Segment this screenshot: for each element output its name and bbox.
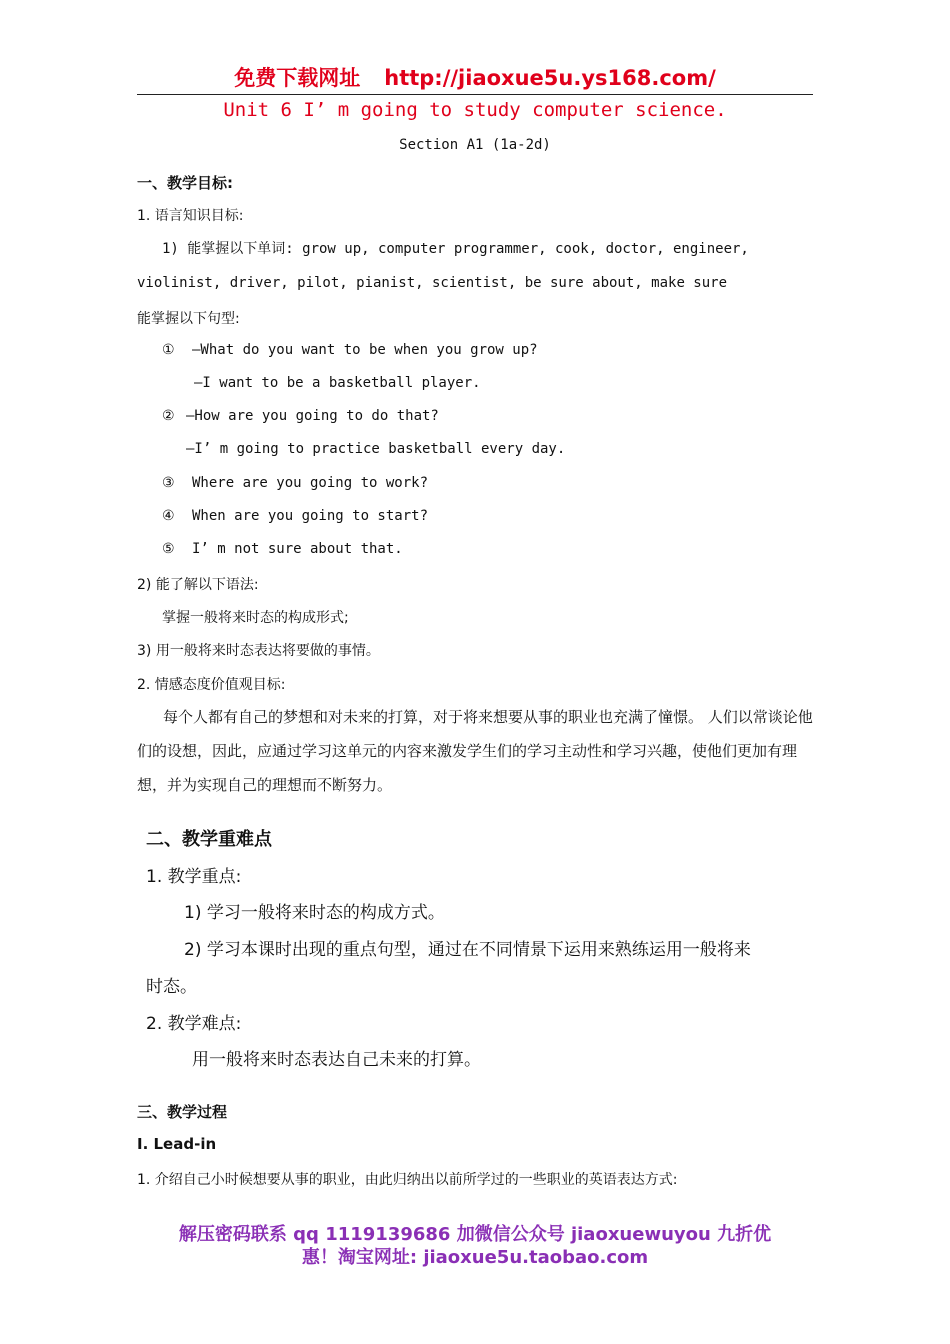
sentence-marker: ④ [162,508,175,524]
difficult-label: 2. 教学难点: [146,1014,242,1034]
unit-title: Unit 6 I’ m going to study computer science. [223,99,727,121]
sentence-5 [162,541,403,557]
footer-line-2[interactable]: 惠！淘宝网址: jiaoxue5u.taobao.com [301,1247,649,1268]
site-url[interactable]: http://jiaoxue5u.ys168.com/ [384,66,716,90]
emotion-goal: 2. 情感态度价值观目标: [137,677,286,693]
sentence-text: —What do you want to be when you grow up? [192,342,538,358]
sentence-text: I’ m not sure about that. [192,541,403,557]
knowledge-goal: 1. 语言知识目标: [137,208,244,224]
sentence-4 [162,508,428,524]
key-item-1: 1) 学习一般将来时态的构成方式。 [184,903,445,923]
header-rule [137,94,813,95]
site-label: 免费下载网址 [234,66,361,90]
header-link[interactable] [0,62,950,92]
key-item-2: 2) 学习本课时出现的重点句型，通过在不同情景下运用来熟练运用一般将来 [184,940,751,960]
section-label: Section A1 (1a-2d) [399,137,551,153]
sentence-marker: ⑤ [162,541,175,557]
sentence-1 [162,342,538,358]
sentence-text: Where are you going to work? [192,475,429,491]
sentence-1-answer: —I want to be a basketball player. [194,375,481,391]
difficult-item: 用一般将来时态表达自己未来的打算。 [192,1050,481,1070]
grammar-item: 掌握一般将来时态的构成形式; [162,610,349,626]
vocab-line-1: 1) 能掌握以下单词: grow up, computer programmer, cook, doctor, engineer, [162,241,749,257]
sentence-2-answer: —I’ m going to practice basketball every day. [186,441,566,457]
key-item-2-cont: 时态。 [146,977,197,997]
process-item: 1. 介绍自己小时候想要从事的职业，由此归纳出以前所学过的一些职业的英语表达方式: [137,1172,678,1188]
process-step: Ⅰ. Lead-in [137,1135,217,1153]
sentence-text: —How are you going to do that? [186,408,439,424]
sentence-marker: ② [162,408,175,424]
usage-item: 3) 用一般将来时态表达将要做的事情。 [137,643,380,659]
sentence-text: When are you going to start? [192,508,429,524]
sentence-intro: 能掌握以下句型: [137,311,240,327]
part1-heading: 一、教学目标: [137,174,233,192]
sentence-2 [162,408,439,424]
sentence-marker: ① [162,342,175,358]
part3-heading: 三、教学过程 [137,1103,228,1121]
vocab-line-2: violinist, driver, pilot, pianist, scientist, be sure about, make sure [137,275,728,291]
sentence-3 [162,475,428,491]
sentence-marker: ③ [162,475,175,491]
part2-heading: 二、教学重难点 [146,829,272,850]
grammar-intro: 2) 能了解以下语法: [137,577,259,593]
footer-line-1: 解压密码联系 qq 1119139686 加微信公众号 jiaoxuewuyou 九折优 [178,1224,772,1245]
key-label: 1. 教学重点: [146,867,242,887]
emotion-paragraph: 每个人都有自己的梦想和对未来的打算，对于将来想要从事的职业也充满了憧憬。 人们以常谈论他们的设想，因此，应通过学习这单元的内容来激发学生们的学习主动性和学习兴趣，使他们更加有理想，并为实现自己的理想而不断努力。 [137,708,813,794]
